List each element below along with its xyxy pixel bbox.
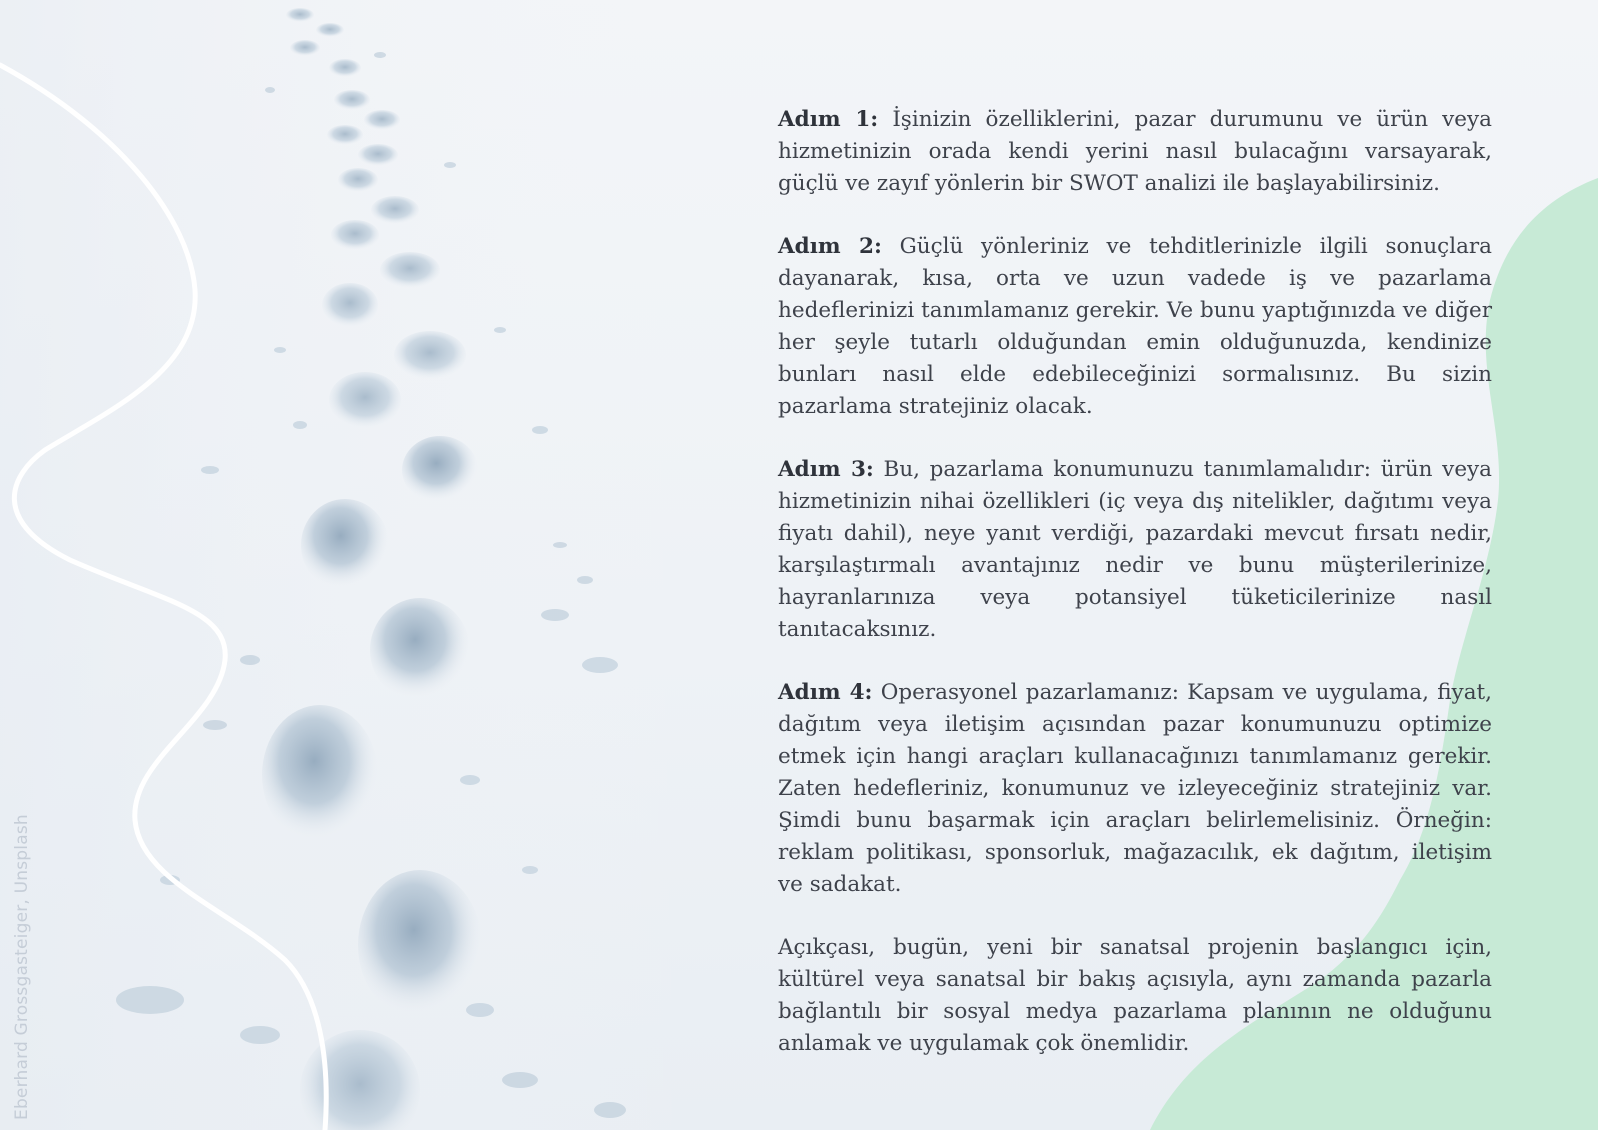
- step-2-text: Güçlü yönleriniz ve tehditlerinizle ilgili sonuçlara dayanarak, kısa, orta ve uzun vadede iş ve pazarlama hedeflerinizi tanımlamanız gerekir. Ve bunu yaptığınızda ve diğer her şeyle tutarlı olduğundan emin olduğunuzda, kendinize bunları nasıl elde edebileceğinizi sormalısınız. Bu sizin pazarlama stratejiniz olacak.: [778, 234, 1492, 419]
- step-4-text: Operasyonel pazarlamanız: Kapsam ve uygulama, fiyat, dağıtım veya iletişim açısından pazar konumunuzu optimize etmek için hangi araçları kullanacağınızı tanımlamanız gerekir. Zaten hedefleriniz, konumunuz ve izleyeceğiniz stratejiniz var. Şimdi bunu başarmak için araçları belirlemelisiniz. Örneğin: reklam politikası, sponsorluk, mağazacılık, ek dağıtım, iletişim ve sadakat.: [778, 680, 1492, 897]
- step-3-paragraph: [778, 454, 1492, 646]
- step-3-text: Bu, pazarlama konumunuzu tanımlamalıdır: ürün veya hizmetinizin nihai özellikleri (iç veya dış nitelikler, dağıtımı veya fiyatı dahil), neye yanıt verdiği, pazardaki mevcut fırsatı nedir, karşılaştırmalı avantajınız nedir ve bunu müşterilerinize, hayranlarınıza veya potansiyel tüketicilerinize nasıl tanıtacaksınız.: [778, 457, 1493, 642]
- step-2-paragraph: [778, 231, 1492, 423]
- step-4-label: Adım 4:: [778, 680, 873, 705]
- step-3-label: Adım 3:: [778, 457, 874, 482]
- step-1-label: Adım 1:: [778, 107, 879, 132]
- step-1-paragraph: [778, 104, 1492, 200]
- step-1-text: İşinizin özelliklerini, pazar durumunu ve ürün veya hizmetinizin orada kendi yerini nasıl bulacağını varsayarak, güçlü ve zayıf yönlerin bir SWOT analizi ile başlayabilirsiniz.: [778, 107, 1492, 196]
- closing-paragraph: Açıkçası, bugün, yeni bir sanatsal projenin başlangıcı için, kültürel veya sanatsal bir bakış açısıyla, aynı zamanda pazarla bağlantılı bir sosyal medya pazarlama planının ne olduğunu anlamak ve uygulamak çok önemlidir.: [778, 935, 1492, 1056]
- photo-credit: Eberhard Grossgasteiger, Unsplash: [12, 814, 32, 1120]
- step-2-label: Adım 2:: [778, 234, 882, 259]
- article-body: [778, 104, 1492, 1091]
- step-4-paragraph: [778, 677, 1492, 901]
